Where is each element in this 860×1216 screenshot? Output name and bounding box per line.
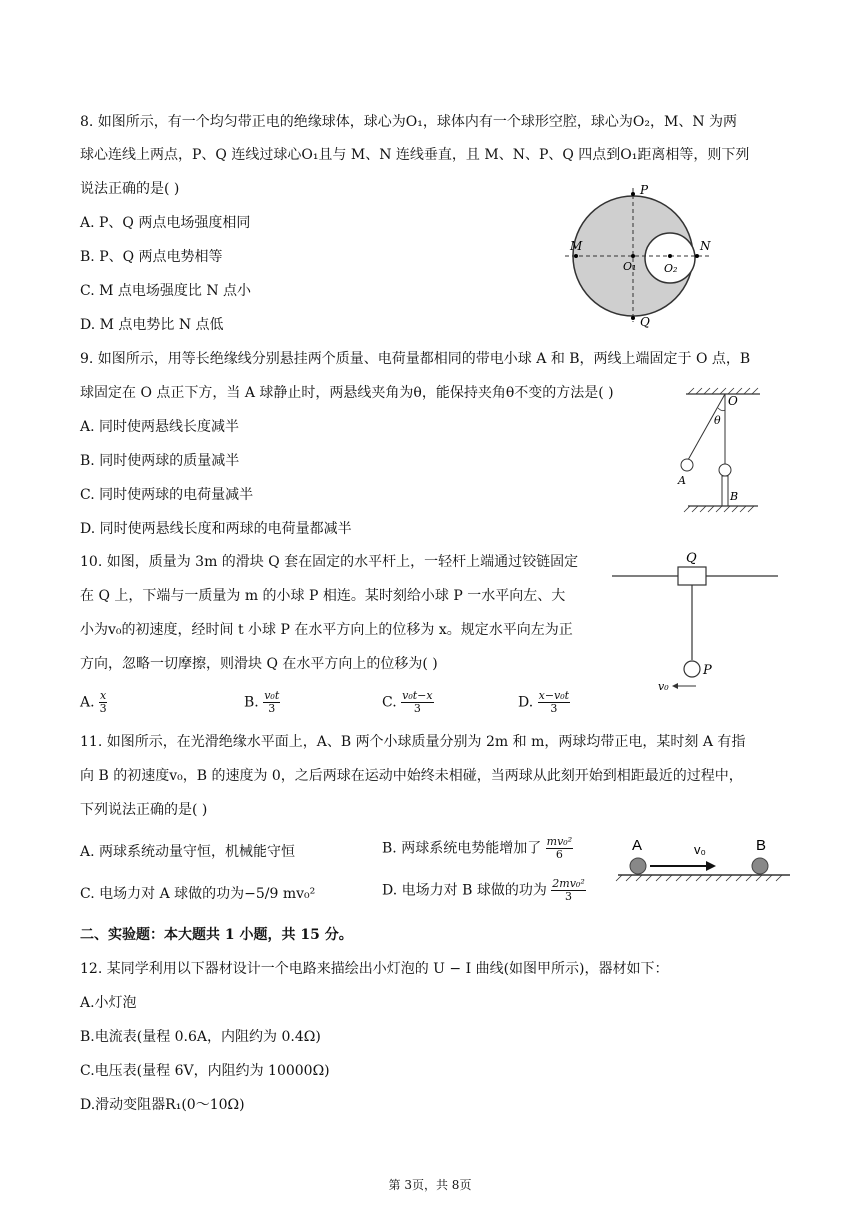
label-q: Q bbox=[640, 315, 650, 329]
q8-option-d: D. M 点电势比 N 点低 bbox=[80, 317, 224, 333]
label-b: B bbox=[730, 490, 739, 503]
q11-option-b: B. 两球系统电势能增加了 $\frac{\text{mv₀²}}{6}$ bbox=[382, 835, 573, 861]
q12-item-b: B.电流表(量程 0.6A，内阻约为 0.4Ω) bbox=[80, 1029, 321, 1045]
ball-b bbox=[752, 858, 768, 874]
slider-q bbox=[678, 567, 706, 585]
q8-line3: 说法正确的是( ) bbox=[80, 181, 180, 197]
q11-option-d: D. 电场力对 B 球做的功为 $\frac{\text{2mv₀²}}{3}$ bbox=[382, 877, 585, 903]
q12-item-c: C.电压表(量程 6V，内阻约为 10000Ω) bbox=[80, 1063, 330, 1079]
ball-a bbox=[681, 459, 693, 471]
q9-line2: 球固定在 O 点正下方，当 A 球静止时，两悬线夹角为θ，能保持夹角θ不变的方法是( ) bbox=[80, 385, 614, 401]
label-a: A bbox=[678, 474, 686, 487]
q10-line3: 小为v₀的初速度，经时间 t 小球 P 在水平方向上的位移为 x。规定水平向左为正 bbox=[80, 622, 573, 638]
q10-slider-diagram bbox=[610, 550, 780, 695]
page-footer: 第 3页，共 8页 bbox=[388, 1178, 472, 1192]
label-p: P bbox=[703, 663, 712, 678]
label-n: N bbox=[700, 239, 711, 253]
label-o: O bbox=[728, 394, 738, 408]
q10-option-c: C. $\frac{\text{v₀t−x}}{3}$ bbox=[382, 689, 433, 715]
q12-line1: 12. 某同学利用以下器材设计一个电路来描绘出小灯泡的 U − I 曲线(如图甲所示)，器材如下： bbox=[80, 961, 669, 977]
q10-option-b: B. $\frac{\text{v₀t}}{3}$ bbox=[244, 689, 280, 715]
label-b: B bbox=[756, 837, 767, 854]
q8-line1: 8. 如图所示，有一个均匀带正电的绝缘球体，球心为O₁，球体内有一个球形空腔，球心为O₂，M、N 为两 bbox=[80, 114, 738, 130]
point-p bbox=[631, 192, 635, 196]
label-q: Q bbox=[686, 551, 697, 566]
point-o1 bbox=[631, 254, 635, 258]
ball-a bbox=[630, 858, 646, 874]
point-o2 bbox=[668, 254, 672, 258]
section-heading: 二、实验题：本大题共 1 小题，共 15 分。 bbox=[80, 927, 353, 943]
q10-line1: 10. 如图，质量为 3m 的滑块 Q 套在固定的水平杆上，一轻杆上端通过铰链固定 bbox=[80, 554, 579, 570]
q9-pendulum-diagram bbox=[670, 388, 770, 518]
ball-p bbox=[684, 661, 700, 677]
ball-b bbox=[719, 464, 731, 476]
label-m: M bbox=[570, 239, 583, 253]
q8-option-c: C. M 点电场强度比 N 点小 bbox=[80, 283, 252, 299]
angle-arc bbox=[718, 408, 725, 411]
label-p: P bbox=[640, 183, 649, 197]
label-v0: v₀ bbox=[694, 842, 706, 857]
q11-line2: 向 B 的初速度v₀，B 的速度为 0，之后两球在运动中始终未相碰，当两球从此刻开始到相距最近的过程中， bbox=[80, 768, 743, 784]
label-a: A bbox=[632, 837, 643, 854]
point-n bbox=[695, 254, 699, 258]
label-theta: θ bbox=[714, 414, 721, 427]
support-rod bbox=[722, 476, 728, 506]
point-m bbox=[574, 254, 578, 258]
q11-option-c: C. 电场力对 A 球做的功为−5/9 mv₀² bbox=[80, 886, 316, 902]
q8-option-b: B. P、Q 两点电势相等 bbox=[80, 249, 223, 265]
string-a bbox=[688, 394, 725, 460]
label-v0: v₀ bbox=[658, 680, 669, 693]
point-q bbox=[631, 316, 635, 320]
q10-option-a: A. $\frac{x}{3}$ bbox=[80, 689, 107, 715]
q11-line3: 下列说法正确的是( ) bbox=[80, 802, 208, 818]
q9-line1: 9. 如图所示，用等长绝缘线分别悬挂两个质量、电荷量都相同的带电小球 A 和 B，两线上端固定于 O 点，B bbox=[80, 351, 751, 367]
q9-option-a: A. 同时使两悬线长度减半 bbox=[80, 419, 240, 435]
q10-line4: 方向，忽略一切摩擦，则滑块 Q 在水平方向上的位移为( ) bbox=[80, 656, 438, 672]
q11-balls-diagram bbox=[616, 836, 792, 886]
label-o2: O₂ bbox=[664, 262, 678, 275]
q8-option-a: A. P、Q 两点电场强度相同 bbox=[80, 215, 251, 231]
q9-option-c: C. 同时使两球的电荷量减半 bbox=[80, 487, 254, 503]
q11-line1: 11. 如图所示，在光滑绝缘水平面上，A、B 两个小球质量分别为 2m 和 m，两球均带正电，某时刻 A 有指 bbox=[80, 734, 746, 750]
q12-item-a: A.小灯泡 bbox=[80, 995, 137, 1011]
q10-option-d: D. $\frac{\text{x−v₀t}}{3}$ bbox=[518, 689, 570, 715]
q11-option-a: A. 两球系统动量守恒，机械能守恒 bbox=[80, 844, 296, 860]
q10-line2: 在 Q 上，下端与一质量为 m 的小球 P 相连。某时刻给小球 P 一水平向左、大 bbox=[80, 588, 566, 604]
q9-option-d: D. 同时使两悬线长度和两球的电荷量都减半 bbox=[80, 521, 352, 537]
q12-item-d: D.滑动变阻器R₁(0～10Ω) bbox=[80, 1097, 245, 1113]
q8-line2: 球心连线上两点，P、Q 连线过球心O₁且与 M、N 连线垂直，且 M、N、P、Q 四点到O₁距离相等，则下列 bbox=[80, 147, 750, 163]
label-o1: O₁ bbox=[623, 260, 637, 273]
q8-sphere-diagram bbox=[560, 180, 720, 330]
q9-option-b: B. 同时使两球的质量减半 bbox=[80, 453, 240, 469]
